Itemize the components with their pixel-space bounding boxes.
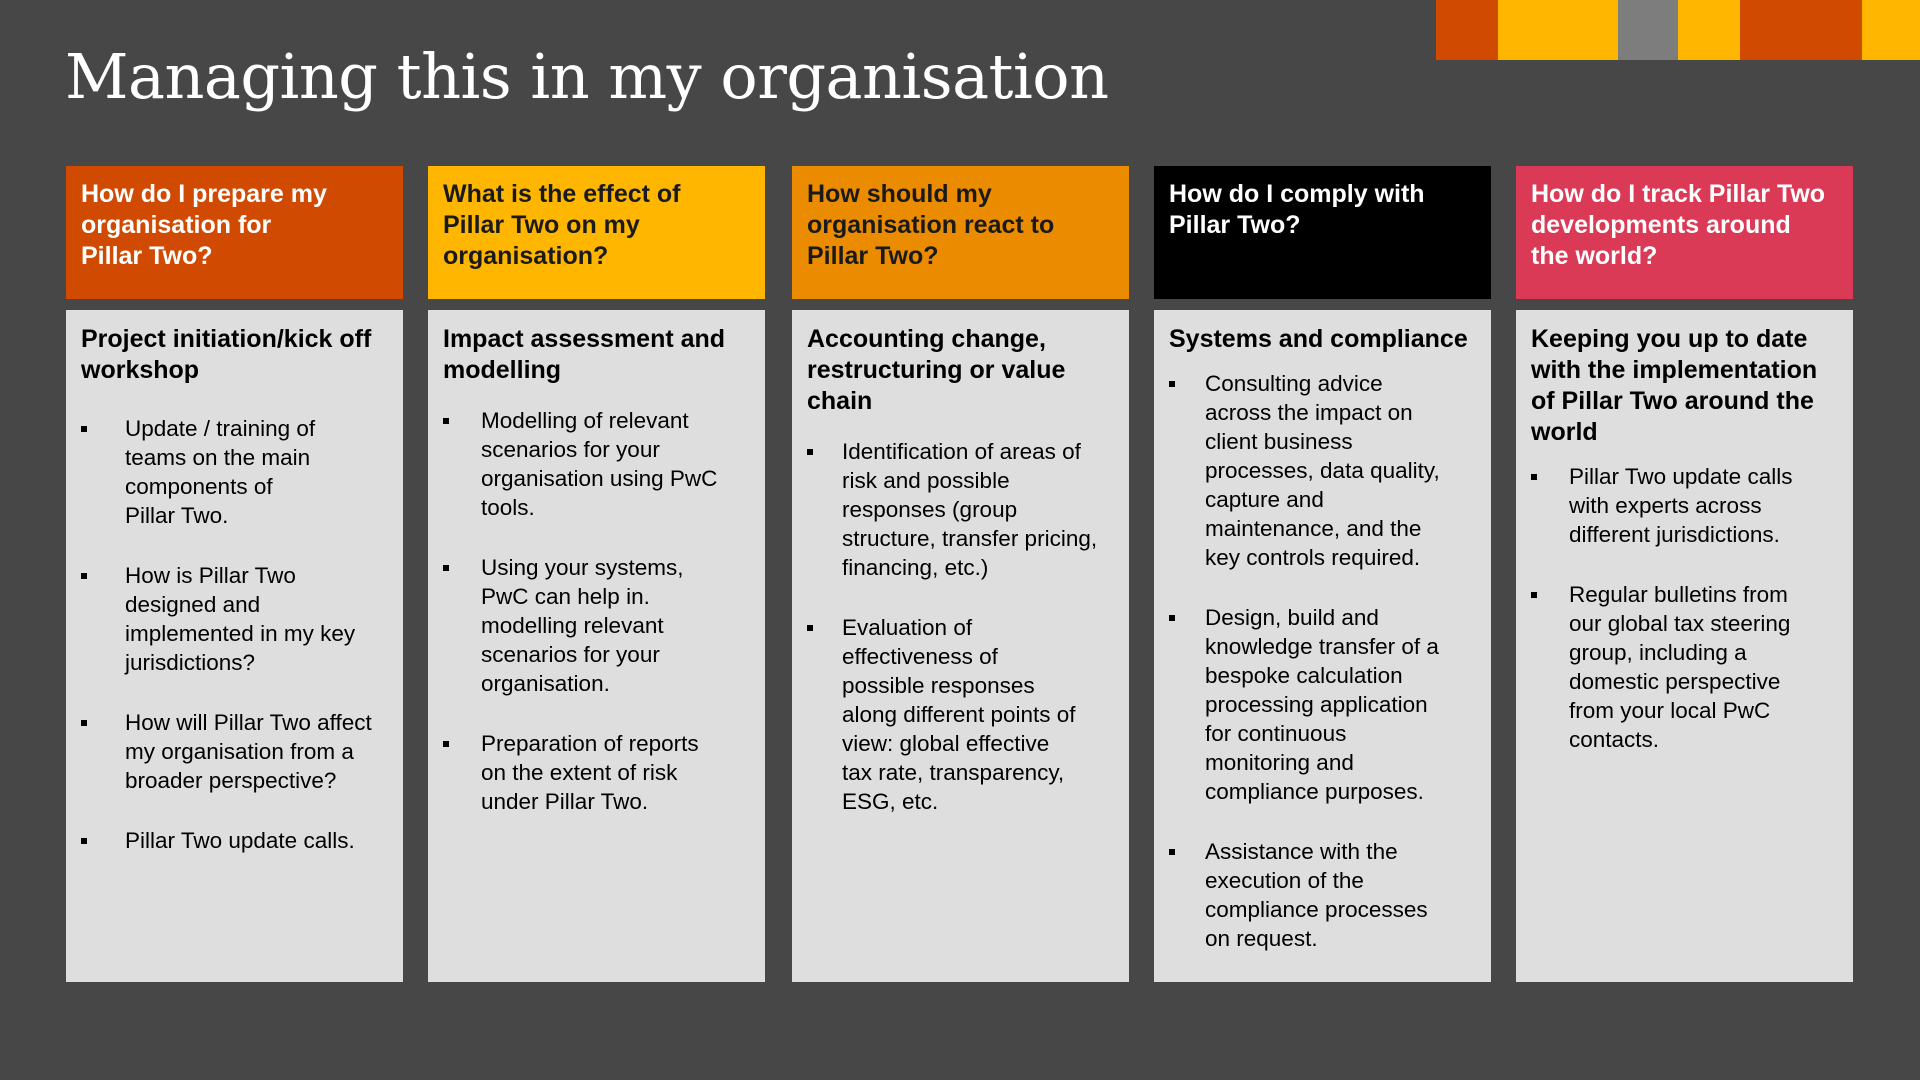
deco-block <box>1678 0 1740 60</box>
column-prepare <box>66 166 403 982</box>
column-header: How do I track Pillar Two developments around the world? <box>1516 166 1853 299</box>
column-body-title: Keeping you up to date with the implementation of Pillar Two around the world <box>1531 325 1818 446</box>
bullet-icon <box>807 625 813 631</box>
list-item <box>81 826 388 855</box>
bullet-icon <box>443 418 449 424</box>
list-item-text: Regular bulletins from our global tax steering group, including a domestic perspective from your local PwC contacts. <box>1569 582 1791 752</box>
column-header: What is the effect of Pillar Two on my organisation? <box>428 166 765 299</box>
page-title: Managing this in my organisation <box>65 40 1109 113</box>
bullet-icon <box>81 720 87 726</box>
list-item <box>443 553 750 698</box>
column-header: How do I prepare my organisation for Pillar Two? <box>66 166 403 299</box>
list-item <box>1169 837 1476 953</box>
list-item-text: Design, build and knowledge transfer of a bespoke calculation processing application for continuous monitoring and compliance purposes. <box>1205 605 1439 804</box>
bullet-icon <box>807 449 813 455</box>
list-item <box>1531 462 1838 549</box>
list-item-text: Assistance with the execution of the compliance processes on request. <box>1205 839 1428 951</box>
bullet-icon <box>1169 849 1175 855</box>
list-item-text: How will Pillar Two affect my organisation from a broader perspective? <box>125 710 372 793</box>
list-item-text: Using your systems, PwC can help in. modelling relevant scenarios for your organisation. <box>481 555 684 696</box>
bullet-icon <box>443 565 449 571</box>
column-body-title: Systems and compliance <box>1169 325 1468 353</box>
list-item <box>1169 603 1476 806</box>
bullet-icon <box>1531 592 1537 598</box>
column-list <box>1169 369 1476 953</box>
list-item <box>443 406 750 522</box>
column-list <box>443 406 750 816</box>
column-header: How should my organisation react to Pillar Two? <box>792 166 1129 299</box>
column-body <box>792 310 1129 982</box>
list-item-text: Update / training of teams on the main components of Pillar Two. <box>125 416 316 528</box>
list-item-text: Modelling of relevant scenarios for your organisation using PwC tools. <box>481 408 718 520</box>
list-item-text: How is Pillar Two designed and implemented in my key jurisdictions? <box>125 563 356 675</box>
list-item-text: Preparation of reports on the extent of risk under Pillar Two. <box>481 731 699 814</box>
columns-container <box>66 166 1854 982</box>
column-body <box>66 310 403 982</box>
column-list <box>1531 462 1838 754</box>
deco-block <box>1618 0 1678 60</box>
list-item-text: Evaluation of effectiveness of possible responses along different points of view: global effective tax rate, transparency, ESG, etc. <box>842 615 1076 814</box>
column-list <box>807 437 1114 816</box>
column-body-title: Accounting change, restructuring or value chain <box>807 325 1066 415</box>
list-item <box>81 708 388 795</box>
bullet-icon <box>81 838 87 844</box>
column-body <box>428 310 765 982</box>
column-header: How do I comply with Pillar Two? <box>1154 166 1491 299</box>
list-item-text: Pillar Two update calls. <box>125 828 355 853</box>
bullet-icon <box>1169 381 1175 387</box>
bullet-icon <box>1169 615 1175 621</box>
deco-block <box>1498 0 1558 60</box>
column-body <box>1516 310 1853 982</box>
column-track <box>1516 166 1853 982</box>
column-body-title: Project initiation/kick off workshop <box>81 325 372 384</box>
list-item <box>81 414 388 530</box>
bullet-icon <box>81 426 87 432</box>
column-body <box>1154 310 1491 982</box>
bullet-icon <box>81 573 87 579</box>
bullet-icon <box>1531 474 1537 480</box>
list-item <box>1531 580 1838 754</box>
list-item <box>443 729 750 816</box>
column-effect <box>428 166 765 982</box>
list-item <box>81 561 388 677</box>
list-item <box>807 613 1114 816</box>
deco-block <box>1802 0 1862 60</box>
column-list <box>81 414 388 855</box>
list-item <box>807 437 1114 582</box>
deco-block <box>1558 0 1618 60</box>
list-item <box>1169 369 1476 572</box>
column-body-title: Impact assessment and modelling <box>443 325 726 384</box>
column-react <box>792 166 1129 982</box>
list-item-text: Consulting advice across the impact on client business processes, data quality, capture and maintenance, and the key controls required. <box>1205 371 1440 570</box>
bullet-icon <box>443 741 449 747</box>
column-comply <box>1154 166 1491 982</box>
decorative-color-strip <box>1436 0 1920 60</box>
deco-block <box>1740 0 1802 60</box>
deco-block <box>1862 0 1920 60</box>
deco-block <box>1436 0 1498 60</box>
list-item-text: Identification of areas of risk and possible responses (group structure, transfer pricing, financing, etc.) <box>842 439 1098 580</box>
list-item-text: Pillar Two update calls with experts across different jurisdictions. <box>1569 464 1793 547</box>
